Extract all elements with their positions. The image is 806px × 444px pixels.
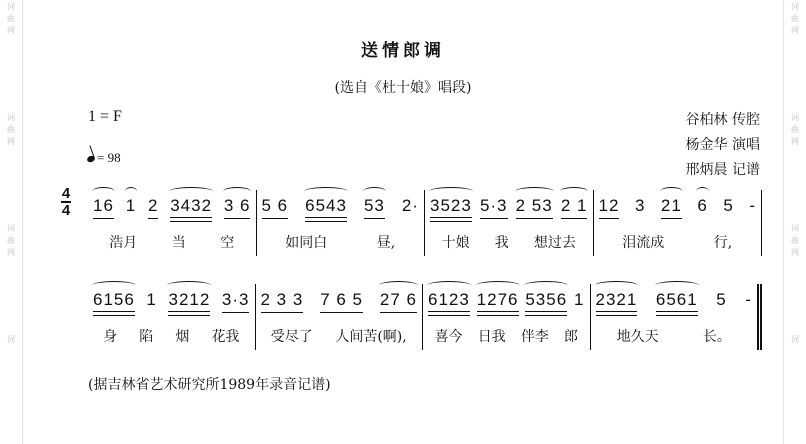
watermark-char: 曲 <box>7 236 15 245</box>
lyric: 想过去 <box>533 235 576 251</box>
time-signature-top: 4 <box>61 185 71 202</box>
watermark-group <box>6 222 16 333</box>
note-group: 5 <box>723 196 734 215</box>
time-signature-bottom: 4 <box>61 201 71 219</box>
note-group: 7 6 5 <box>320 290 364 309</box>
watermark-char: 曲 <box>7 14 15 23</box>
lyric: 地久天 <box>616 329 659 345</box>
lyric: 陷 <box>139 329 154 345</box>
lyric: 昼, <box>376 235 396 251</box>
note-group: 5 <box>716 290 727 309</box>
right-watermark-strip <box>783 0 806 444</box>
note-group: 53 <box>363 196 385 215</box>
measure-lyrics <box>429 232 589 256</box>
lyric: 如同白 <box>285 235 328 251</box>
note-group: 3 6 <box>223 196 251 215</box>
measure-notes <box>92 284 251 316</box>
note-group: 1 <box>146 290 157 309</box>
credit-line: 杨金华 演唱 <box>685 137 760 153</box>
credit-line: 邢炳晨 记谱 <box>685 162 760 178</box>
measure-lyrics <box>595 326 754 350</box>
measure-notes <box>427 284 586 316</box>
watermark-group <box>790 333 800 444</box>
measure <box>591 284 763 350</box>
note-group: 1 <box>125 196 137 215</box>
watermark-char: 网 <box>7 137 15 146</box>
credit-line: 谷柏林 传腔 <box>685 112 760 128</box>
tempo-marking <box>87 150 121 166</box>
lyric: 日我 <box>477 329 506 345</box>
note-group: 16 <box>93 196 114 215</box>
measure <box>594 190 763 256</box>
note-group: 1276 <box>476 290 519 309</box>
lyric: 长。 <box>702 329 731 345</box>
watermark-char: 网 <box>791 137 799 146</box>
watermark-char: 词 <box>791 335 799 344</box>
lyric: 我 <box>494 235 509 251</box>
lyric: 浩月 <box>109 235 138 251</box>
watermark-char: 词 <box>7 2 15 11</box>
lyric: 郎 <box>563 329 578 345</box>
note-group: 5356 <box>525 290 568 309</box>
watermark-group <box>6 333 16 444</box>
lyric: 当 <box>171 235 186 251</box>
measure-lyrics <box>598 232 758 256</box>
note-group: 3523 <box>430 196 472 215</box>
note-group: 2 53 <box>515 196 553 215</box>
tempo-value: = 98 <box>97 150 121 165</box>
key-signature: 1 = F <box>88 108 122 125</box>
watermark-char: 词 <box>7 335 15 344</box>
watermark-group <box>790 222 800 333</box>
measure-notes <box>429 190 589 222</box>
note-group: 6 <box>697 196 708 215</box>
lyric: 人间苦(啊), <box>335 329 407 345</box>
measure <box>256 284 424 350</box>
watermark-char: 网 <box>7 248 15 257</box>
score-line-2 <box>88 284 762 350</box>
watermark-char: 词 <box>791 2 799 11</box>
measure-lyrics <box>92 326 251 350</box>
watermark-char: 词 <box>791 113 799 122</box>
measure-lyrics <box>261 232 421 256</box>
watermark-char: 词 <box>7 113 15 122</box>
note-group: 21 <box>660 196 682 215</box>
note-group: 3212 <box>168 290 211 309</box>
measure-notes <box>92 190 252 222</box>
lyric: 喜今 <box>434 329 463 345</box>
note-group: 2 <box>147 196 159 215</box>
measure <box>88 284 256 350</box>
footnote: (据吉林省艺术研究所1989年录音记谱) <box>88 377 331 393</box>
watermark-group <box>6 111 16 222</box>
note-group: - <box>745 290 752 309</box>
time-signature <box>60 186 72 218</box>
song-subtitle: (选自《杜十娘》唱段) <box>334 80 472 96</box>
measure <box>425 190 594 256</box>
measure-notes <box>598 190 758 222</box>
lyric: 十娘 <box>441 235 470 251</box>
note-group: 6156 <box>93 290 135 309</box>
watermark-char: 网 <box>791 248 799 257</box>
note-group: 2 1 <box>560 196 588 215</box>
left-watermark-strip <box>0 0 23 444</box>
note-group: 27 6 <box>379 290 417 309</box>
lyric: 烟 <box>175 329 190 345</box>
lyric: 空 <box>220 235 235 251</box>
note-group: 5 6 <box>261 196 289 215</box>
measure-notes <box>260 284 419 316</box>
note-group: 3 <box>634 196 646 215</box>
watermark-char: 网 <box>791 26 799 35</box>
note-group: 6543 <box>305 196 347 215</box>
song-title: 送情郎调 <box>361 41 445 61</box>
watermark-char: 曲 <box>791 236 799 245</box>
watermark-char: 曲 <box>7 125 15 134</box>
note-group: 2· <box>401 196 419 215</box>
note-group: 5·3 <box>479 196 508 215</box>
lyric: 身 <box>103 329 118 345</box>
lyric: 花我 <box>211 329 240 345</box>
note-group: - <box>749 196 756 215</box>
measure <box>423 284 591 350</box>
credits <box>640 108 760 183</box>
note-group: 6123 <box>428 290 470 309</box>
lyric: 受尽了 <box>270 329 313 345</box>
note-group: 3432 <box>170 196 213 215</box>
note-group: 2 3 3 <box>260 290 304 309</box>
lyric: 伴李 <box>520 329 549 345</box>
measure-notes <box>261 190 421 222</box>
measure <box>257 190 426 256</box>
measure-lyrics <box>260 326 419 350</box>
note-group: 1 <box>574 290 585 309</box>
watermark-char: 网 <box>7 26 15 35</box>
lyric: 泪流成 <box>622 235 665 251</box>
measure-lyrics <box>427 326 586 350</box>
score-line-1 <box>88 190 762 256</box>
lyric: 行, <box>713 235 733 251</box>
note-group: 12 <box>598 196 620 215</box>
watermark-char: 曲 <box>791 14 799 23</box>
note-group: 2321 <box>595 290 638 309</box>
watermark-group <box>790 111 800 222</box>
measure <box>88 190 257 256</box>
quarter-note-icon <box>86 155 96 163</box>
watermark-char: 词 <box>791 224 799 233</box>
measure-notes <box>595 284 754 316</box>
watermark-char: 词 <box>7 224 15 233</box>
note-group: 6561 <box>655 290 698 309</box>
measure-lyrics <box>92 232 252 256</box>
watermark-char: 曲 <box>791 125 799 134</box>
note-group: 3·3 <box>221 290 250 309</box>
